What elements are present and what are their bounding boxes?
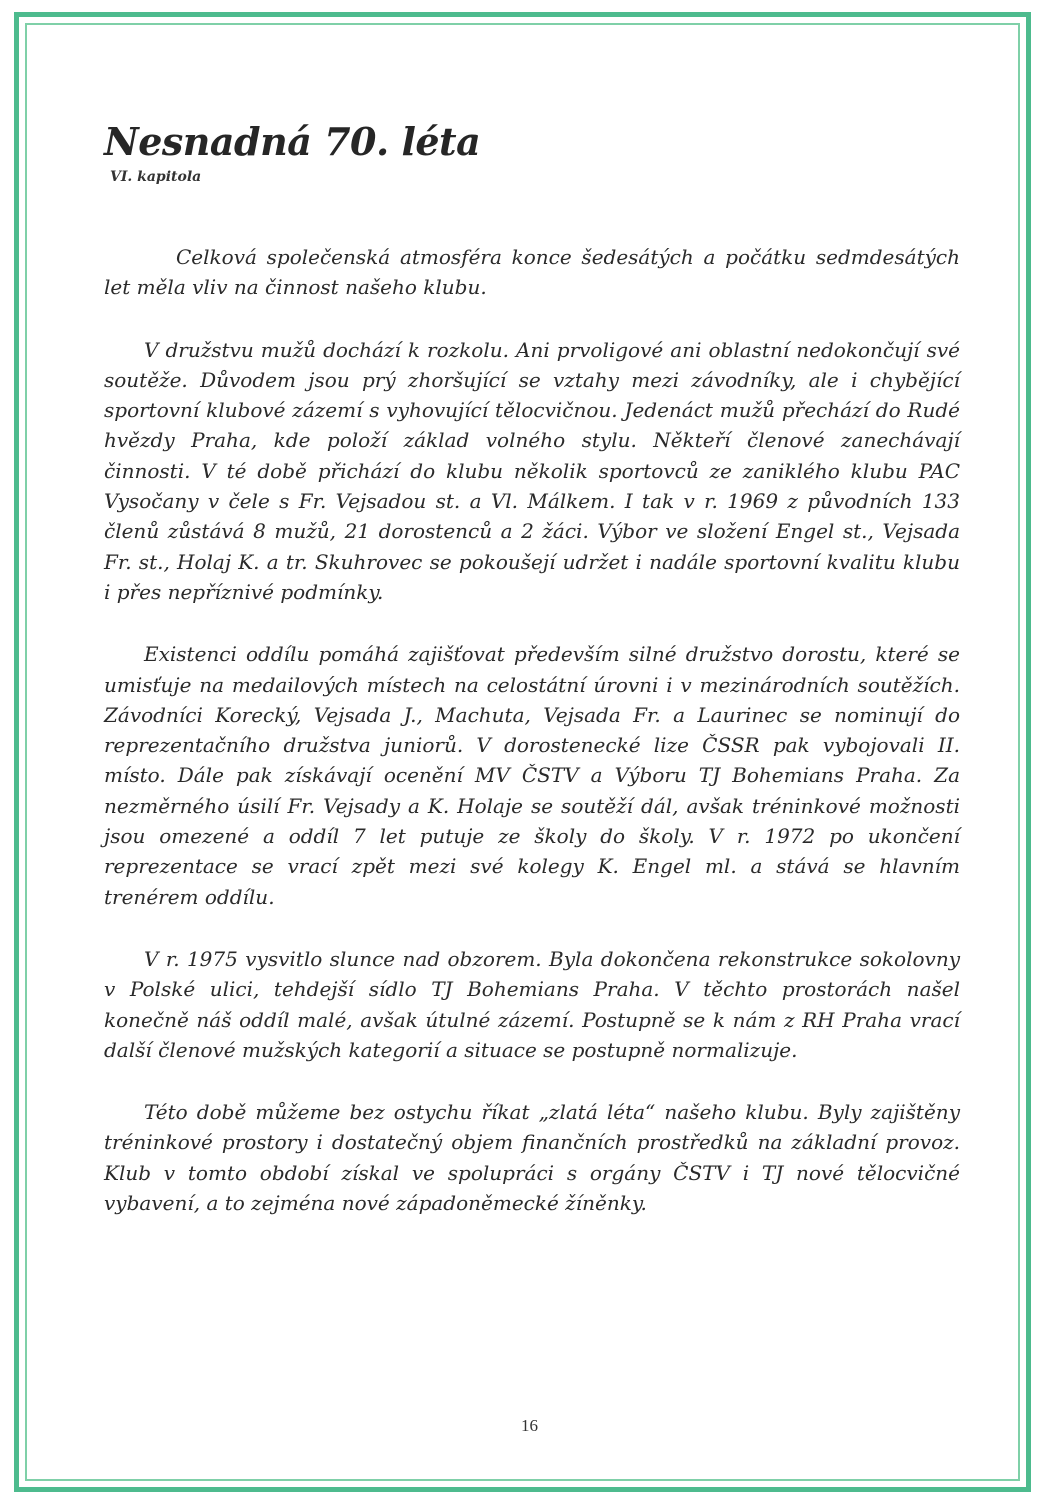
page-number: 16 — [521, 1416, 538, 1435]
paragraph-5: Této době můžeme bez ostychu říkat „zlatá léta“ našeho klubu. Byly zajištěny tréninkové prostory i dostatečný objem finančních prostředků na základní provoz. Klub v tomto období získal ve spolupráci s orgány ČSTV i TJ nové tělocvičné vybavení, a to zejména nové západoněmecké žíněnky. — [104, 1100, 960, 1216]
chapter-title: Nesnadná 70. léta — [104, 119, 481, 164]
paragraph-1: Celková společenská atmosféra konce šedesátých a počátku sedmdesátých let měla vliv na činnost našeho klubu. — [104, 245, 960, 300]
paragraph-2: V družstvu mužů dochází k rozkolu. Ani prvoligové ani oblastní nedokončují své soutěže. Důvodem jsou prý zhoršující se vztahy mezi závodníky, ale i chybějící sportovní klubové zázemí s vyhovující tělocvičnou. Jedenáct mužů přechází do Rudé hvězdy Praha, kde položí základ volného stylu. Někteří členové zanechávají činnosti. V té době přichází do klubu několik sportovců ze zaniklého klubu PAC Vysočany v čele s Fr. Vejsadou st. a Vl. Málkem. I tak v r. 1969 z původních 133 členů zůstává 8 mužů, 21 dorostenců a 2 žáci. Výbor ve složení Engel st., Vejsada Fr. st., Holaj K. a tr. Skuhrovec se pokoušejí udržet i nadále sportovní kvalitu klubu i přes nepříznivé podmínky. — [104, 337, 960, 604]
chapter-subtitle: VI. kapitola — [110, 169, 202, 185]
paragraph-4: V r. 1975 vysvitlo slunce nad obzorem. Byla dokončena rekonstrukce sokolovny v Polské ulici, tehdejší sídlo TJ Bohemians Praha. V těchto prostorách našel konečně náš oddíl malé, avšak útulné zázemí. Postupně se k nám z RH Praha vrací další členové mužských kategorií a situace se postupně normalizuje. — [104, 946, 960, 1062]
page-content — [104, 118, 960, 1218]
paragraph-3: Existenci oddílu pomáhá zajišťovat především silné družstvo dorostu, které se umisťuje na medailových místech na celostátní úrovni i v mezinárodních soutěžích. Závodníci Korecký, Vejsada J., Machuta, Vejsada Fr. a Laurinec se nominují do reprezentačního družstva juniorů. V dorostenecké lize ČSSR pak vybojovali II. místo. Dále pak získávají ocenění MV ČSTV a Výboru TJ Bohemians Praha. Za nezměrného úsilí Fr. Vejsady a K. Holaje se soutěží dál, avšak tréninkové možnosti jsou omezené a oddíl 7 let putuje ze školy do školy. V r. 1972 po ukončení reprezentace se vrací zpět mezi své kolegy K. Engel ml. a stává se hlavním trenérem oddílu. — [104, 642, 960, 909]
